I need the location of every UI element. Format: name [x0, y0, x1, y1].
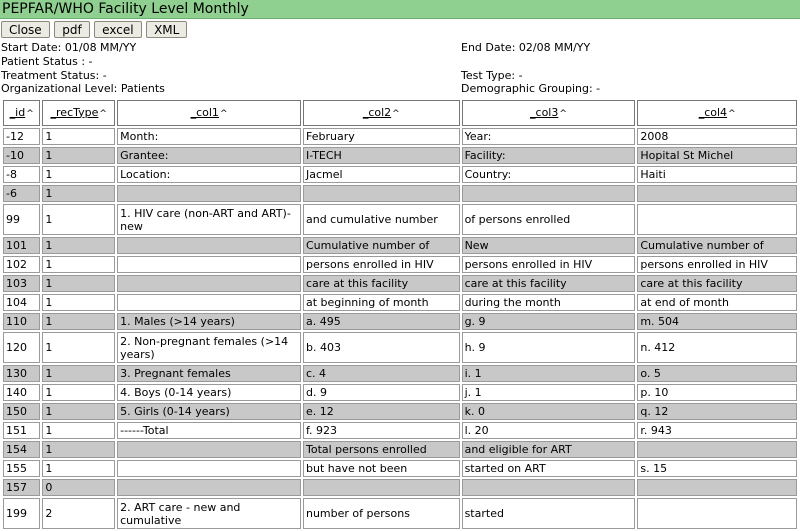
- table-cell: 1. Males (>14 years): [117, 313, 301, 330]
- table-cell: -6: [3, 185, 40, 202]
- table-cell: started on ART: [462, 460, 636, 477]
- report-title: PEPFAR/WHO Facility Level Monthly: [0, 0, 800, 19]
- table-cell: New: [462, 237, 636, 254]
- table-cell: but have not been: [303, 460, 460, 477]
- table-cell: p. 10: [637, 384, 797, 401]
- column-header-label[interactable]: _col2: [362, 105, 392, 119]
- column-header-label[interactable]: _col1: [190, 105, 219, 119]
- table-cell: and eligible for ART: [462, 441, 636, 458]
- table-cell: 1: [42, 332, 115, 363]
- column-header-id[interactable]: [3, 100, 40, 126]
- table-cell: s. 15: [637, 460, 797, 477]
- table-row: [3, 256, 797, 273]
- treatment-status: Treatment Status: -: [1, 69, 107, 82]
- table-cell: [117, 294, 301, 311]
- table-cell: [637, 479, 797, 496]
- column-header-col2[interactable]: [303, 100, 460, 126]
- table-cell: 3. Pregnant females: [117, 365, 301, 382]
- table-cell: Facility:: [462, 147, 636, 164]
- table-cell: 1: [42, 128, 115, 145]
- toolbar: [0, 19, 800, 41]
- table-cell: 157: [3, 479, 40, 496]
- organizational-level: Organizational Level: Patients: [1, 82, 165, 95]
- table-cell: [462, 479, 636, 496]
- sort-arrow-icon[interactable]: ^: [559, 108, 567, 119]
- excel-export-button[interactable]: excel: [94, 21, 141, 38]
- table-cell: 0: [42, 479, 115, 496]
- table-cell: persons enrolled in HIV: [303, 256, 460, 273]
- demographic-grouping: Demographic Grouping: -: [461, 82, 601, 95]
- table-row: [3, 479, 797, 496]
- table-cell: 1. HIV care (non-ART and ART)-new: [117, 204, 301, 235]
- table-cell: 102: [3, 256, 40, 273]
- table-row: [3, 128, 797, 145]
- table-cell: 101: [3, 237, 40, 254]
- table-cell: 1: [42, 147, 115, 164]
- end-date: End Date: 02/08 MM/YY: [461, 41, 591, 54]
- table-cell: l. 20: [462, 422, 636, 439]
- table-cell: 1: [42, 403, 115, 420]
- table-row: [3, 166, 797, 183]
- table-cell: 1: [42, 460, 115, 477]
- table-cell: Cumulative number of: [637, 237, 797, 254]
- table-cell: 1: [42, 422, 115, 439]
- table-cell: I-TECH: [303, 147, 460, 164]
- table-row: [3, 147, 797, 164]
- table-cell: 1: [42, 441, 115, 458]
- column-header-col1[interactable]: [117, 100, 301, 126]
- sort-arrow-icon[interactable]: ^: [392, 108, 400, 119]
- table-cell: care at this facility: [637, 275, 797, 292]
- table-cell: at beginning of month: [303, 294, 460, 311]
- test-type: Test Type: -: [461, 69, 523, 82]
- table-row: [3, 460, 797, 477]
- table-cell: 1: [42, 256, 115, 273]
- close-button[interactable]: Close: [1, 21, 50, 38]
- start-date: Start Date: 01/08 MM/YY: [1, 41, 137, 54]
- table-cell: Year:: [462, 128, 636, 145]
- table-cell: k. 0: [462, 403, 636, 420]
- table-row: [3, 294, 797, 311]
- table-row: [3, 275, 797, 292]
- table-cell: o. 5: [637, 365, 797, 382]
- table-cell: during the month: [462, 294, 636, 311]
- table-cell: 1: [42, 204, 115, 235]
- table-cell: [637, 498, 797, 529]
- table-cell: [303, 185, 460, 202]
- table-cell: [303, 479, 460, 496]
- table-cell: 1: [42, 275, 115, 292]
- table-cell: 120: [3, 332, 40, 363]
- table-cell: at end of month: [637, 294, 797, 311]
- table-cell: 2. Non-pregnant females (>14 years): [117, 332, 301, 363]
- table-row: [3, 332, 797, 363]
- table-row: [3, 365, 797, 382]
- table-cell: Cumulative number of: [303, 237, 460, 254]
- table-cell: r. 943: [637, 422, 797, 439]
- table-row: [3, 313, 797, 330]
- table-cell: Month:: [117, 128, 301, 145]
- table-cell: 2008: [637, 128, 797, 145]
- pdf-export-button[interactable]: pdf: [54, 21, 89, 38]
- table-cell: 1: [42, 294, 115, 311]
- xml-export-button[interactable]: XML: [146, 21, 187, 38]
- table-row: [3, 185, 797, 202]
- table-cell: Hopital St Michel: [637, 147, 797, 164]
- table-cell: n. 412: [637, 332, 797, 363]
- table-cell: [637, 204, 797, 235]
- table-cell: February: [303, 128, 460, 145]
- table-cell: 1: [42, 365, 115, 382]
- column-header-label[interactable]: _col3: [530, 105, 559, 119]
- table-cell: [462, 185, 636, 202]
- table-cell: [117, 237, 301, 254]
- table-cell: b. 403: [303, 332, 460, 363]
- table-cell: 103: [3, 275, 40, 292]
- table-cell: 104: [3, 294, 40, 311]
- table-row: [3, 237, 797, 254]
- table-cell: f. 923: [303, 422, 460, 439]
- table-cell: Country:: [462, 166, 636, 183]
- column-header-label[interactable]: _id: [9, 105, 26, 119]
- table-cell: of persons enrolled: [462, 204, 636, 235]
- sort-arrow-icon[interactable]: ^: [728, 108, 736, 119]
- table-cell: i. 1: [462, 365, 636, 382]
- column-header-label[interactable]: _recType: [50, 105, 99, 119]
- table-cell: started: [462, 498, 636, 529]
- column-header-recType[interactable]: [42, 100, 115, 126]
- table-cell: and cumulative number: [303, 204, 460, 235]
- table-cell: Grantee:: [117, 147, 301, 164]
- table-cell: Total persons enrolled: [303, 441, 460, 458]
- report-table: [1, 98, 799, 531]
- table-cell: 140: [3, 384, 40, 401]
- table-cell: [117, 460, 301, 477]
- table-cell: 4. Boys (0-14 years): [117, 384, 301, 401]
- table-cell: 5. Girls (0-14 years): [117, 403, 301, 420]
- table-cell: [637, 441, 797, 458]
- table-cell: care at this facility: [303, 275, 460, 292]
- table-body: [3, 128, 797, 529]
- sort-arrow-icon[interactable]: ^: [99, 108, 107, 119]
- table-row: [3, 441, 797, 458]
- table-cell: q. 12: [637, 403, 797, 420]
- table-cell: 1: [42, 384, 115, 401]
- table-cell: h. 9: [462, 332, 636, 363]
- table-cell: m. 504: [637, 313, 797, 330]
- table-cell: 110: [3, 313, 40, 330]
- table-cell: Jacmel: [303, 166, 460, 183]
- table-cell: persons enrolled in HIV: [637, 256, 797, 273]
- table-cell: -8: [3, 166, 40, 183]
- sort-arrow-icon[interactable]: ^: [219, 108, 228, 119]
- patient-status: Patient Status : -: [1, 55, 93, 68]
- table-row: [3, 498, 797, 529]
- table-cell: 99: [3, 204, 40, 235]
- table-cell: [117, 185, 301, 202]
- table-cell: 199: [3, 498, 40, 529]
- table-cell: 2: [42, 498, 115, 529]
- table-cell: 1: [42, 313, 115, 330]
- table-cell: 1: [42, 237, 115, 254]
- column-header-label[interactable]: _col4: [698, 105, 728, 119]
- table-cell: d. 9: [303, 384, 460, 401]
- table-cell: 154: [3, 441, 40, 458]
- table-cell: a. 495: [303, 313, 460, 330]
- table-cell: 150: [3, 403, 40, 420]
- report-parameters: [0, 41, 800, 95]
- table-cell: 1: [42, 185, 115, 202]
- table-cell: [117, 479, 301, 496]
- table-cell: [117, 256, 301, 273]
- table-cell: j. 1: [462, 384, 636, 401]
- table-cell: [117, 275, 301, 292]
- table-cell: [117, 441, 301, 458]
- table-row: [3, 403, 797, 420]
- table-cell: 2. ART care - new and cumulative: [117, 498, 301, 529]
- table-row: [3, 384, 797, 401]
- table-cell: 155: [3, 460, 40, 477]
- table-cell: -12: [3, 128, 40, 145]
- table-cell: 130: [3, 365, 40, 382]
- column-header-col4[interactable]: [637, 100, 797, 126]
- column-header-col3[interactable]: [462, 100, 636, 126]
- table-cell: 151: [3, 422, 40, 439]
- table-header-row: [3, 100, 797, 126]
- table-cell: g. 9: [462, 313, 636, 330]
- table-cell: number of persons: [303, 498, 460, 529]
- table-cell: [637, 185, 797, 202]
- table-cell: care at this facility: [462, 275, 636, 292]
- table-cell: 1: [42, 166, 115, 183]
- table-cell: Location:: [117, 166, 301, 183]
- table-cell: e. 12: [303, 403, 460, 420]
- table-row: [3, 204, 797, 235]
- table-cell: -10: [3, 147, 40, 164]
- table-cell: Haiti: [637, 166, 797, 183]
- table-row: [3, 422, 797, 439]
- sort-arrow-icon[interactable]: ^: [26, 108, 34, 119]
- table-cell: ------Total: [117, 422, 301, 439]
- table-cell: persons enrolled in HIV: [462, 256, 636, 273]
- table-cell: c. 4: [303, 365, 460, 382]
